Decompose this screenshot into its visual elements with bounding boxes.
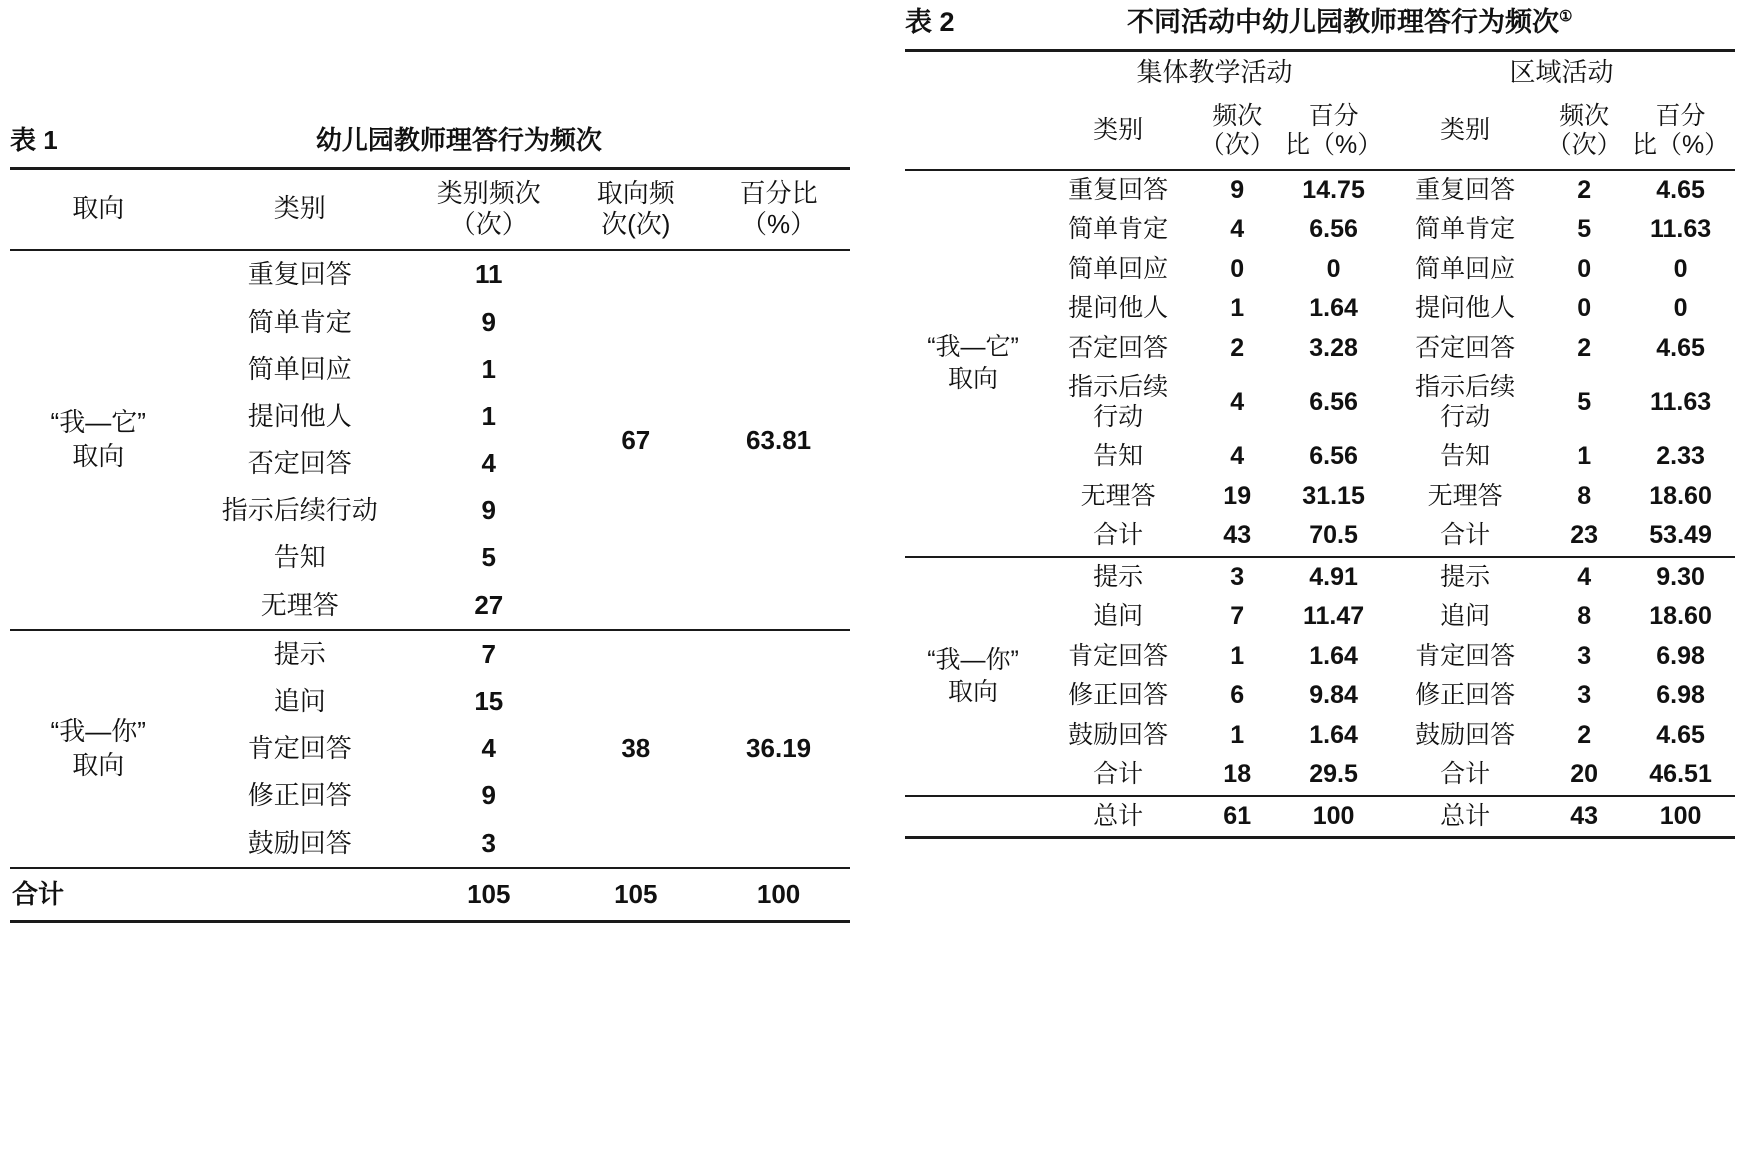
hdr-line: 比（%） xyxy=(1631,131,1730,160)
table-row xyxy=(10,250,850,298)
table-row xyxy=(905,170,1735,211)
table-row xyxy=(905,96,1735,170)
table-2-percent-a: 1.64 xyxy=(1309,641,1358,670)
table-2-subtotal-label-b: 合计 xyxy=(1440,521,1491,550)
table-1-orientation-group-1 xyxy=(10,250,186,630)
table-2-freq-b: 4 xyxy=(1542,557,1626,598)
table-1-category: 重复回答 xyxy=(186,250,413,298)
table-2-freq-b: 2 xyxy=(1542,170,1626,211)
table-2-category-a: 肯定回答 xyxy=(1068,641,1169,670)
orientation-line: 取向 xyxy=(72,441,125,472)
table-1-total-orientation-freq: 105 xyxy=(564,868,707,922)
hdr-line: （次） xyxy=(449,208,528,239)
table-2-header-category-a: 类别 xyxy=(1093,116,1144,145)
hdr-line: 取向频 xyxy=(596,178,675,208)
table-2-percent-a: 31.15 xyxy=(1302,481,1365,510)
table-2-header-freq-b xyxy=(1542,96,1626,170)
table-1-orientation-group-2 xyxy=(10,630,186,868)
table-2-subtotal-label-b: 合计 xyxy=(1440,760,1491,789)
table-2-percent-b: 4.65 xyxy=(1656,333,1705,362)
table-2-category-b: 追问 xyxy=(1440,602,1491,631)
table-2-category-b: 简单肯定 xyxy=(1415,215,1516,244)
table-2-total-label-b: 总计 xyxy=(1388,796,1542,838)
hdr-line: 频次 xyxy=(1559,101,1610,130)
table-1-category-freq: 9 xyxy=(481,495,497,526)
table-2-category-a: 追问 xyxy=(1093,602,1144,631)
hdr-line: （%） xyxy=(741,208,817,239)
table-2-header-percent-b xyxy=(1626,96,1735,170)
table-2-orientation-group-1 xyxy=(905,170,1041,557)
table-2-freq-b: 5 xyxy=(1577,215,1592,244)
table-2-category-b xyxy=(1388,368,1542,437)
table-1-percent: 36.19 xyxy=(707,630,850,868)
table-2-freq-a: 1 xyxy=(1230,641,1245,670)
table-2-freq-a: 0 xyxy=(1230,254,1245,283)
hdr-line: 比（%） xyxy=(1284,131,1383,160)
table-1-category: 提示 xyxy=(186,630,413,678)
table-2-percent-a: 9.84 xyxy=(1309,681,1358,710)
table-1-header-category-freq xyxy=(413,169,564,251)
table-1-category: 简单回应 xyxy=(247,353,352,384)
table-2-total-row xyxy=(905,796,1735,838)
hdr-line: （次） xyxy=(1546,131,1622,160)
table-1-total-label: 合计 xyxy=(10,868,413,922)
table-2-total-percent-a: 100 xyxy=(1279,796,1388,838)
table-1-category: 追问 xyxy=(273,686,326,717)
table-2-freq-b: 5 xyxy=(1577,387,1592,416)
table-2-subtotal-freq-b: 23 xyxy=(1570,521,1599,550)
table-2-category-a: 告知 xyxy=(1093,442,1144,471)
table-2-percent-a: 6.56 xyxy=(1309,387,1358,416)
table-2-category-a: 简单肯定 xyxy=(1068,215,1169,244)
table-2-percent-a: 4.91 xyxy=(1279,557,1388,598)
table-2-total-freq-b: 43 xyxy=(1542,796,1626,838)
table-2-freq-a: 4 xyxy=(1230,442,1245,471)
table-2-percent-a: 14.75 xyxy=(1279,170,1388,211)
table-2-freq-a: 1 xyxy=(1230,294,1245,323)
hdr-line: 百分比 xyxy=(739,178,818,208)
table-1-category-freq: 7 xyxy=(413,630,564,678)
table-1-category: 告知 xyxy=(273,542,326,573)
hdr-line: （次） xyxy=(1199,131,1275,160)
table-1-header-orientation: 取向 xyxy=(10,169,186,251)
table-2-category-b: 提问他人 xyxy=(1415,294,1516,323)
table-2-percent-a: 6.56 xyxy=(1309,215,1358,244)
table-1-category: 修正回答 xyxy=(247,780,352,811)
table-2-subtotal-percent-b: 46.51 xyxy=(1649,760,1712,789)
table-2-freq-b: 2 xyxy=(1577,720,1592,749)
table-1-category: 无理答 xyxy=(260,589,339,620)
orientation-line: 取向 xyxy=(948,365,999,394)
table-2-category-a: 无理答 xyxy=(1080,481,1156,510)
hdr-line: 百分 xyxy=(1655,101,1706,130)
table-1-percent: 63.81 xyxy=(707,250,850,630)
table-2-percent-a: 1.64 xyxy=(1309,720,1358,749)
table-2-percent-b: 4.65 xyxy=(1626,170,1735,211)
table-2-percent-b: 0 xyxy=(1673,294,1688,323)
orientation-line: “我—它” xyxy=(927,332,1019,361)
table-2-percent-b: 11.63 xyxy=(1649,215,1712,244)
table-2-group-header-collective: 集体教学活动 xyxy=(1041,51,1388,96)
table-2-freq-b: 3 xyxy=(1577,641,1592,670)
table-2-category-a: 简单回应 xyxy=(1068,254,1169,283)
table-1 xyxy=(10,167,850,923)
table-2-category-b: 简单回应 xyxy=(1415,254,1516,283)
table-2-category-a: 提示 xyxy=(1041,557,1195,598)
table-1-category-freq: 15 xyxy=(474,686,504,717)
table-2-header-blank xyxy=(905,96,1041,170)
table-2-percent-b: 9.30 xyxy=(1626,557,1735,598)
table-2-subtotal-percent-a: 29.5 xyxy=(1309,760,1358,789)
table-2-freq-a: 4 xyxy=(1230,215,1245,244)
table-2-caption-footnote-mark: ① xyxy=(1559,8,1573,25)
orientation-line: 取向 xyxy=(72,749,125,780)
table-1-category-freq: 1 xyxy=(481,353,497,384)
table-1-orientation-freq: 67 xyxy=(564,250,707,630)
table-2-total-label-a: 总计 xyxy=(1041,796,1195,838)
category-line: 行动 xyxy=(1093,402,1144,431)
table-2-caption-number: 表 2 xyxy=(905,7,955,37)
table-1-caption-title: 幼儿园教师理答行为频次 xyxy=(315,125,602,155)
table-2-subtotal-freq-a: 18 xyxy=(1223,760,1252,789)
table-1-category: 指示后续行动 xyxy=(221,495,378,526)
table-1-category-freq: 4 xyxy=(481,448,497,479)
table-1-caption xyxy=(10,120,850,157)
table-2-percent-b: 6.98 xyxy=(1656,641,1705,670)
table-2-percent-a: 0 xyxy=(1326,254,1341,283)
table-2-freq-b: 2 xyxy=(1577,333,1592,362)
table-2-percent-b: 0 xyxy=(1673,254,1688,283)
table-2-freq-b: 0 xyxy=(1577,294,1592,323)
table-2-header-freq-a xyxy=(1195,96,1279,170)
table-row xyxy=(905,557,1735,598)
table-1-category-freq: 1 xyxy=(481,400,497,431)
hdr-line: 类别频次 xyxy=(436,178,541,208)
table-2-category-a: 提问他人 xyxy=(1068,294,1169,323)
table-2-category-a: 鼓励回答 xyxy=(1068,720,1169,749)
table-2-freq-b: 1 xyxy=(1577,442,1592,471)
table-1-category: 否定回答 xyxy=(247,448,352,479)
table-row xyxy=(10,169,850,251)
table-2-freq-b: 8 xyxy=(1577,481,1592,510)
table-2-category-b: 肯定回答 xyxy=(1415,641,1516,670)
table-2-header-percent-a xyxy=(1279,96,1388,170)
table-2-category-b: 修正回答 xyxy=(1415,681,1516,710)
table-2-category-a: 否定回答 xyxy=(1068,333,1169,362)
table-2-category-a xyxy=(1041,368,1195,437)
table-2-caption-text: 不同活动中幼儿园教师理答行为频次 xyxy=(1127,7,1560,37)
table-1-category-freq: 27 xyxy=(474,589,504,620)
table-2-percent-b: 6.98 xyxy=(1656,681,1705,710)
table-1-category-freq: 9 xyxy=(481,306,497,337)
table-2-subtotal-label-a: 合计 xyxy=(1093,521,1144,550)
table-2-freq-a: 19 xyxy=(1223,481,1252,510)
table-2-freq-a: 9 xyxy=(1195,170,1279,211)
hdr-line: 百分 xyxy=(1308,101,1359,130)
table-1-orientation-freq: 38 xyxy=(564,630,707,868)
table-2-category-b: 告知 xyxy=(1440,442,1491,471)
table-2-category-b: 否定回答 xyxy=(1415,333,1516,362)
table-1-total-category-freq: 105 xyxy=(413,868,564,922)
table-2-caption-title xyxy=(965,0,1735,39)
table-2-percent-b: 11.63 xyxy=(1649,387,1712,416)
table-1-header-percent xyxy=(707,169,850,251)
table-1-category: 鼓励回答 xyxy=(247,827,352,858)
table-1-category: 简单肯定 xyxy=(247,306,352,337)
table-2-freq-a: 6 xyxy=(1230,681,1245,710)
table-2-percent-b: 2.33 xyxy=(1656,442,1705,471)
table-2-category-b: 重复回答 xyxy=(1388,170,1542,211)
table-2-percent-b: 18.60 xyxy=(1649,602,1712,631)
orientation-line: “我—它” xyxy=(50,407,146,438)
table-2-header-category-b: 类别 xyxy=(1440,116,1491,145)
table-2-percent-b: 18.60 xyxy=(1649,481,1712,510)
table-2-block xyxy=(905,0,1735,839)
table-2-caption xyxy=(905,0,1735,39)
table-1-category-freq: 4 xyxy=(481,733,497,764)
table-1-caption-number: 表 1 xyxy=(10,125,58,155)
table-1-total-row xyxy=(10,868,850,922)
hdr-line: 频次 xyxy=(1212,101,1263,130)
table-2-corner-blank xyxy=(905,51,1041,96)
hdr-line: 次(次) xyxy=(601,208,671,239)
table-2-subtotal-percent-b: 53.49 xyxy=(1649,521,1712,550)
category-line: 指示后续 xyxy=(1068,373,1169,402)
table-2-freq-b: 3 xyxy=(1577,681,1592,710)
table-2-total-freq-a: 61 xyxy=(1195,796,1279,838)
table-2-freq-b: 8 xyxy=(1577,602,1592,631)
table-2-freq-a: 1 xyxy=(1230,720,1245,749)
table-2-subtotal-label-a: 合计 xyxy=(1093,760,1144,789)
table-1-category: 肯定回答 xyxy=(247,733,352,764)
table-1-category-freq: 11 xyxy=(413,250,564,298)
category-line: 行动 xyxy=(1440,402,1491,431)
table-row xyxy=(905,51,1735,96)
table-2-category-b: 提示 xyxy=(1388,557,1542,598)
table-1-block xyxy=(10,120,850,923)
table-2-percent-a: 1.64 xyxy=(1309,294,1358,323)
table-row xyxy=(10,630,850,678)
table-2-freq-a: 2 xyxy=(1230,333,1245,362)
table-2-percent-b: 4.65 xyxy=(1656,720,1705,749)
table-2-category-b: 鼓励回答 xyxy=(1415,720,1516,749)
table-2-total-blank xyxy=(905,796,1041,838)
table-2-percent-a: 11.47 xyxy=(1302,602,1365,631)
table-2-freq-b: 0 xyxy=(1577,254,1592,283)
orientation-line: “我—你” xyxy=(50,716,146,747)
table-1-category-freq: 3 xyxy=(481,827,497,858)
table-2-freq-a: 7 xyxy=(1230,602,1245,631)
table-2 xyxy=(905,49,1735,839)
table-2-subtotal-freq-b: 20 xyxy=(1570,760,1599,789)
table-2-percent-a: 6.56 xyxy=(1309,442,1358,471)
table-1-header-category: 类别 xyxy=(186,169,413,251)
table-2-percent-a: 3.28 xyxy=(1309,333,1358,362)
orientation-line: “我—你” xyxy=(927,645,1019,674)
table-2-group-header-area: 区域活动 xyxy=(1388,51,1735,96)
category-line: 指示后续 xyxy=(1415,373,1516,402)
table-2-subtotal-percent-a: 70.5 xyxy=(1309,521,1358,550)
table-1-category: 提问他人 xyxy=(247,400,352,431)
table-2-total-percent-b: 100 xyxy=(1626,796,1735,838)
table-2-orientation-group-2 xyxy=(905,557,1041,796)
table-2-category-b: 无理答 xyxy=(1427,481,1503,510)
table-2-freq-a: 3 xyxy=(1195,557,1279,598)
table-2-subtotal-freq-a: 43 xyxy=(1223,521,1252,550)
table-2-category-a: 修正回答 xyxy=(1068,681,1169,710)
table-2-category-a: 重复回答 xyxy=(1041,170,1195,211)
table-1-header-orientation-freq xyxy=(564,169,707,251)
table-1-category-freq: 5 xyxy=(481,542,497,573)
orientation-line: 取向 xyxy=(948,678,999,707)
table-1-total-percent: 100 xyxy=(707,868,850,922)
table-1-category-freq: 9 xyxy=(481,780,497,811)
table-2-freq-a: 4 xyxy=(1230,387,1245,416)
